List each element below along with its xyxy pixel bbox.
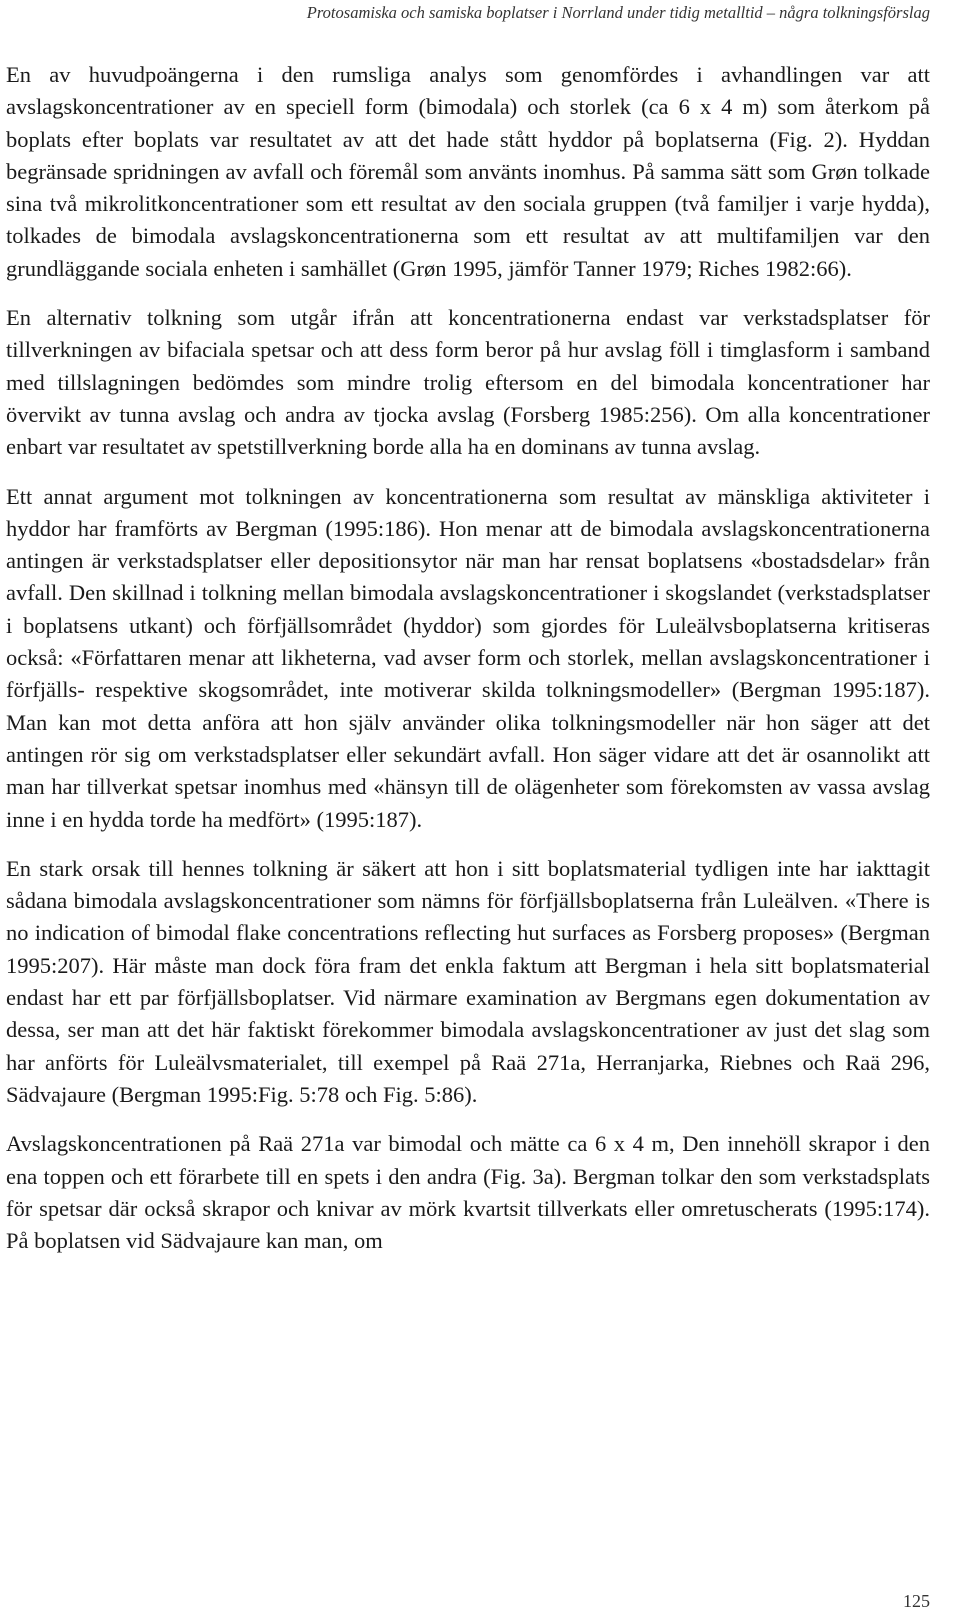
paragraph: En av huvudpoängerna i den rumsliga analys som genomfördes i avhandlingen var att avslagskoncentrationer av en speciell form (bimodala) och storlek (ca 6 x 4 m) som återkom på boplats efter boplats var resultatet av att det hade stått hyddor på boplatserna (Fig. 2). Hyddan begränsade spridningen av avfall och föremål som använts inomhus. På samma sätt som Grøn tolkade sina två mikrolitkoncentrationer som ett resultat av den sociala gruppen (två familjer i varje hydda), tolkades de bimodala avslagskoncentrationerna som ett resultat av att multifamiljen var den grundläggande sociala enheten i samhället (Grøn 1995, jämför Tanner 1979; Riches 1982:66). [6,62,930,281]
paragraph: Ett annat argument mot tolkningen av koncentrationerna som resultat av mänskliga aktiviteter i hyddor har framförts av Bergman (1995:186). Hon menar att de bimodala avslagskoncentrationerna antingen är verkstadsplatser eller depositionsytor när man har rensat boplatsens «bostadsdelar» från avfall. Den skillnad i tolkning mellan bimodala avslagskoncentrationer i skogslandet (verkstadsplatser i boplatsens utkant) och förfjällsområdet (hyddor) som gjordes för Luleälvsboplatserna kritiseras också: «Författaren menar att likheterna, vad avser form och storlek, mellan avslagskoncentrationer i förfjälls- respektive skogsområdet, inte motiverar skilda tolkningsmodeller» (Bergman 1995:187). Man kan mot detta anföra att hon själv använder olika tolkningsmodeller när hon säger att det antingen rör sig om verkstadsplatser eller sekundärt avfall. Hon säger vidare att det är osannolikt att man har tillverkat spetsar inomhus med «hänsyn till de olägenheter som förekomsten av vassa avslag inne i en hydda torde ha medfört» (1995:187). [6,483,930,832]
page-number: 125 [903,1591,930,1611]
paragraph: Avslagskoncentrationen på Raä 271a var bimodal och mätte ca 6 x 4 m, Den innehöll skrapor i den ena toppen och ett förarbete till en spets i den andra (Fig. 3a). Bergman tolkar den som verkstadsplats för spetsar där också skrapor och knivar av mörk kvartsit tillverkats eller omretuscherats (1995:174). På boplatsen vid Sädvajaure kan man, om [6,1131,930,1254]
body-text [6,59,930,1257]
paragraph: En alternativ tolkning som utgår ifrån att koncentrationerna endast var verkstadsplatser för tillverkningen av bifaciala spetsar och att dess form beror på hur avslag föll i timglasform i samband med tillslagningen bedömdes som mindre trolig eftersom en del bimodala koncentrationer har övervikt av tunna avslag och andra av tjocka avslag (Forsberg 1985:256). Om alla koncentrationer enbart var resultatet av spetstillverkning borde alla ha en dominans av tunna avslag. [6,305,930,460]
running-header: Protosamiska och samiska boplatser i Norrland under tidig metalltid – några tolkningsförslag [306,3,930,22]
paragraph: En stark orsak till hennes tolkning är säkert att hon i sitt boplatsmaterial tydligen inte har iakttagit sådana bimodala avslagskoncentrationer som nämns för förfjällsboplatserna från Luleälven. «There is no indication of bimodal flake concentrations reflecting hut surfaces as Forsberg proposes» (Bergman 1995:207). Här måste man dock föra fram det enkla faktum att Bergman i hela sitt boplatsmaterial endast har ett par förfjällsboplatser. Vid närmare examination av Bergmans egen dokumentation av dessa, ser man att det här faktiskt förekommer bimodala avslagskoncentrationer av just det slag som har anförts för Luleälvsmaterialet, till exempel på Raä 271a, Herranjarka, Riebnes och Raä 296, Sädvajaure (Bergman 1995:Fig. 5:78 och Fig. 5:86). [6,855,930,1107]
